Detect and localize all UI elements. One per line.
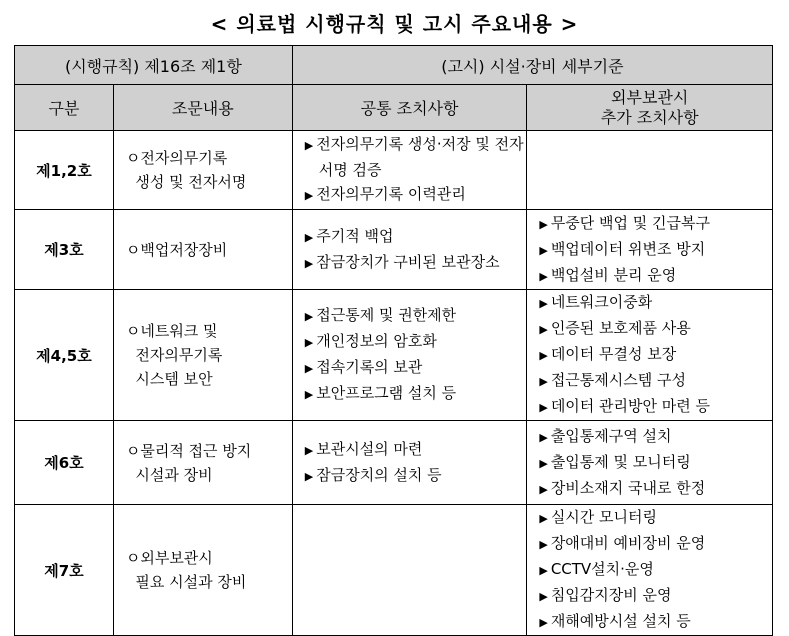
measure-item: ▶ 개인정보의 암호화 bbox=[305, 329, 527, 355]
common-measures-cell bbox=[292, 210, 527, 290]
measure-item: ▶ 데이터 무결성 보장 bbox=[539, 342, 772, 368]
article-cell: ㅇ물리적 접근 방지 시설과 장비 bbox=[113, 421, 292, 505]
measure-item: ▶ 출입통제구역 설치 bbox=[539, 424, 772, 450]
header-common: 공통 조치사항 bbox=[292, 85, 527, 131]
external-measures-cell bbox=[527, 290, 773, 421]
measure-item: ▶ 접속기록의 보관 bbox=[305, 355, 527, 381]
external-measures-list bbox=[527, 505, 772, 635]
header-external-line1: 외부보관시 bbox=[611, 87, 689, 107]
header-external bbox=[527, 85, 773, 131]
category-cell: 제4,5호 bbox=[15, 290, 114, 421]
external-measures-cell bbox=[527, 210, 773, 290]
common-measures-cell bbox=[292, 505, 527, 636]
article-cell: ㅇ백업저장장비 bbox=[113, 210, 292, 290]
common-measures-cell bbox=[292, 421, 527, 505]
header-group-regulation: (시행규칙) 제16조 제1항 bbox=[15, 46, 293, 85]
measure-item: ▶ 백업데이터 위변조 방지 bbox=[539, 237, 772, 263]
table-row bbox=[15, 505, 773, 636]
table-row bbox=[15, 421, 773, 505]
external-measures-cell bbox=[527, 421, 773, 505]
category-cell: 제6호 bbox=[15, 421, 114, 505]
measure-item: ▶ 출입통제 및 모니터링 bbox=[539, 450, 772, 476]
measure-item: ▶ 네트워크이중화 bbox=[539, 290, 772, 316]
category-cell: 제7호 bbox=[15, 505, 114, 636]
common-measures-list bbox=[293, 224, 527, 276]
category-cell: 제1,2호 bbox=[15, 131, 114, 210]
measure-item: ▶ 접근통제 및 권한제한 bbox=[305, 303, 527, 329]
common-measures-cell bbox=[292, 290, 527, 421]
external-measures-list bbox=[527, 424, 772, 502]
measure-item: ▶ 인증된 보호제품 사용 bbox=[539, 316, 772, 342]
header-article: 조문내용 bbox=[113, 85, 292, 131]
common-measures-list bbox=[293, 303, 527, 407]
measure-item: ▶ 재해예방시설 설치 등 bbox=[539, 609, 772, 635]
measure-item: ▶ 잠금장치가 구비된 보관장소 bbox=[305, 250, 527, 276]
article-cell: ㅇ네트워크 및 전자의무기록 시스템 보안 bbox=[113, 290, 292, 421]
header-external-line2: 추가 조치사항 bbox=[600, 107, 699, 127]
measure-item: ▶ 잠금장치의 설치 등 bbox=[305, 463, 527, 489]
measure-item: ▶ 실시간 모니터링 bbox=[539, 505, 772, 531]
article-cell: ㅇ외부보관시 필요 시설과 장비 bbox=[113, 505, 292, 636]
measure-item: ▶ 주기적 백업 bbox=[305, 224, 527, 250]
external-measures-cell bbox=[527, 131, 773, 210]
common-measures-cell bbox=[292, 131, 527, 210]
external-measures-list bbox=[527, 211, 772, 289]
measure-item: ▶ 장비소재지 국내로 한정 bbox=[539, 476, 772, 502]
article-cell: ㅇ전자의무기록 생성 및 전자서명 bbox=[113, 131, 292, 210]
measure-item: ▶ 무중단 백업 및 긴급복구 bbox=[539, 211, 772, 237]
measure-item: ▶ 데이터 관리방안 마련 등 bbox=[539, 394, 772, 420]
measure-item: ▶ 장애대비 예비장비 운영 bbox=[539, 531, 772, 557]
measure-item: ▶ CCTV설치·운영 bbox=[539, 557, 772, 583]
measure-item: ▶ 침입감지장비 운영 bbox=[539, 583, 772, 609]
common-measures-list bbox=[293, 132, 527, 208]
measure-item: ▶ 전자의무기록 이력관리 bbox=[305, 182, 527, 208]
measure-item: ▶ 보관시설의 마련 bbox=[305, 437, 527, 463]
category-cell: 제3호 bbox=[15, 210, 114, 290]
header-group-notice: (고시) 시설·장비 세부기준 bbox=[292, 46, 772, 85]
regulation-table bbox=[14, 45, 773, 636]
external-measures-cell bbox=[527, 505, 773, 636]
header-category: 구분 bbox=[15, 85, 114, 131]
table-row bbox=[15, 210, 773, 290]
common-measures-list bbox=[293, 437, 527, 489]
page-title: < 의료법 시행규칙 및 고시 주요내용 > bbox=[210, 12, 579, 36]
measure-item: ▶ 접근통제시스템 구성 bbox=[539, 368, 772, 394]
table-row bbox=[15, 131, 773, 210]
external-measures-list bbox=[527, 290, 772, 420]
measure-item: ▶ 보안프로그램 설치 등 bbox=[305, 381, 527, 407]
measure-item: ▶ 전자의무기록 생성·저장 및 전자서명 검증 bbox=[305, 132, 527, 182]
table-row bbox=[15, 290, 773, 421]
measure-item: ▶ 백업설비 분리 운영 bbox=[539, 263, 772, 289]
